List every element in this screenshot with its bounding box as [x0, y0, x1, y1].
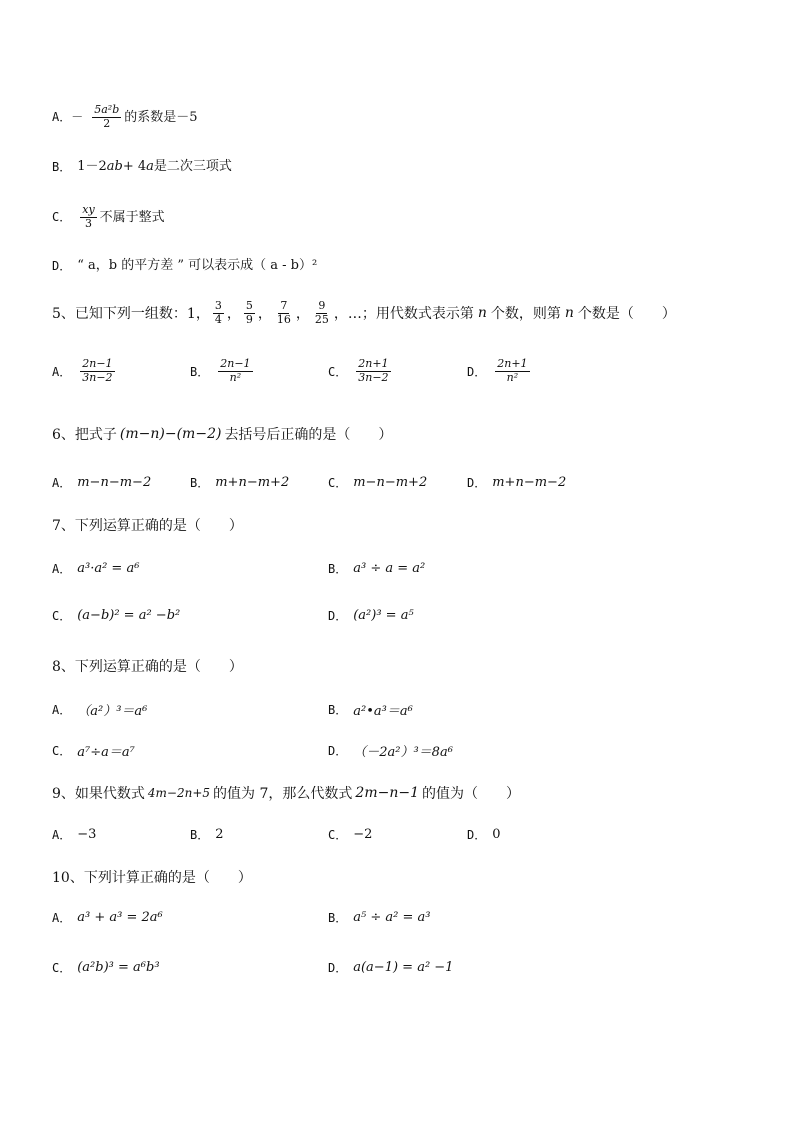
question-8-stem: 8、下列运算正确的是（ ） [52, 659, 243, 675]
q9-option-c[interactable]: C． −2 [328, 827, 373, 842]
item-d-label: D． [52, 258, 72, 273]
q6-option-c[interactable]: C． m−n−m+2 [328, 475, 428, 490]
q10-option-d[interactable]: D． a(a−1) = a² −1 [328, 960, 454, 975]
item-b: B． 1－2 ab + 4 a 是二次三项式 [52, 159, 232, 174]
item-c-fraction: $\frac{xy}{3}$ [82, 203, 95, 230]
q5-option-d[interactable]: D． $\frac{2n+1}{\text{n²}}$ [467, 357, 528, 384]
q9-option-b[interactable]: B． 2 [190, 827, 224, 842]
question-7-stem: 7、下列运算正确的是（ ） [52, 518, 243, 534]
q6-option-b[interactable]: B． m+n−m+2 [190, 475, 290, 490]
q6-option-a[interactable]: A． m−n−m−2 [52, 475, 152, 490]
item-c-text: 不属于整式 [99, 209, 165, 225]
q5-option-b[interactable]: B． $\frac{2n-1}{\text{n²}}$ [190, 357, 251, 384]
q8-option-a[interactable]: A． （a²）³＝a⁶ [52, 703, 148, 719]
q8-option-d[interactable]: D． （－2a²）³＝8a⁶ [328, 744, 453, 760]
q8-option-b[interactable]: B． a²•a³＝a⁶ [328, 703, 413, 719]
q7-option-c[interactable]: C． (a−b)² = a² −b² [52, 608, 181, 623]
q7-option-a[interactable]: A． a³·a² = a⁶ [52, 561, 140, 576]
q9-option-a[interactable]: A． −3 [52, 827, 97, 842]
q5-option-a[interactable]: A． $\frac{2n-1}{3n-2}$ [52, 357, 113, 384]
question-6-stem: 6、把式子 (m−n)−(m−2) 去括号后正确的是（ ） [52, 426, 393, 443]
item-a [52, 104, 198, 130]
item-a-label: A．－ [52, 110, 84, 125]
item-b-label: B． [52, 159, 72, 174]
item-a-fraction: $\frac{\text{5a²b}}{2}$ [94, 103, 120, 130]
q9-option-d[interactable]: D． 0 [467, 827, 501, 842]
item-d [52, 259, 317, 272]
question-9-stem: 9、如果代数式 4m−2n+5 的值为 7，那么代数式 2m−n−1 的值为（ ） [52, 785, 520, 802]
q7-option-d[interactable]: D． (a²)³ = a⁵ [328, 608, 414, 623]
q10-option-a[interactable]: A． a³ + a³ = 2a⁶ [52, 910, 163, 925]
q7-option-b[interactable]: B． a³ ÷ a = a² [328, 561, 426, 576]
q5-option-c[interactable]: C． $\frac{2n+1}{3n-2}$ [328, 357, 389, 384]
q6-option-d[interactable]: D． m+n−m−2 [467, 475, 567, 490]
q10-option-c[interactable]: C． (a²b)³ = a⁶b³ [52, 960, 160, 975]
item-c [52, 204, 165, 230]
q8-option-c[interactable]: C． a⁷÷a＝a⁷ [52, 744, 135, 760]
question-10-stem: 10、下列计算正确的是（ ） [52, 870, 252, 886]
q10-option-b[interactable]: B． a⁵ ÷ a² = a³ [328, 910, 431, 925]
item-c-label: C． [52, 210, 72, 225]
question-5-stem: 5、已知下列一组数：1， $\frac{3}{4}$ ， $\frac{5}{9}$ ， $\frac{7}{16}$ ， $\frac{9}{25}$ ，…；用代数式表示第 n 个数，则第 n 个数是（ ） [52, 299, 676, 326]
item-a-text: 的系数是－5 [124, 109, 198, 125]
item-d-text: “ a，b 的平方差 ” 可以表示成（ a - b）² [77, 258, 318, 273]
